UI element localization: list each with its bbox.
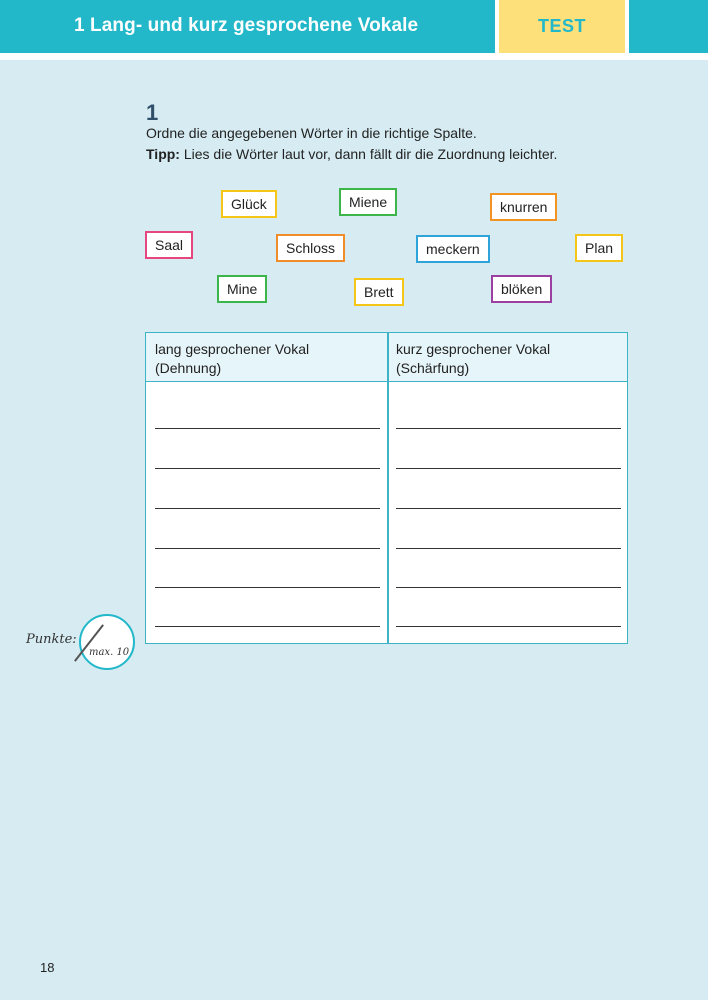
column-header-short-vowel-title: kurz gesprochener Vokal: [396, 341, 551, 357]
answer-line-short-4[interactable]: [396, 548, 621, 549]
answer-line-long-5[interactable]: [155, 587, 380, 588]
word-card-plan[interactable]: Plan: [575, 234, 623, 262]
answer-line-long-6[interactable]: [155, 626, 380, 627]
column-header-short-vowel-subtitle: (Schärfung): [396, 360, 470, 376]
task-tip: [146, 146, 557, 162]
header-title-block: [0, 0, 495, 53]
answer-line-short-6[interactable]: [396, 626, 621, 627]
page-title: 1 Lang- und kurz gesprochene Vokale: [74, 15, 419, 36]
answer-line-short-5[interactable]: [396, 587, 621, 588]
word-card-saal[interactable]: Saal: [145, 231, 193, 259]
task-number: 1: [146, 100, 159, 125]
tip-label: Tipp:: [146, 146, 180, 162]
answer-line-long-1[interactable]: [155, 428, 380, 429]
word-card-glueck[interactable]: Glück: [221, 190, 277, 218]
sorting-table: [145, 332, 628, 644]
answer-line-long-2[interactable]: [155, 468, 380, 469]
word-card-bloeken[interactable]: blöken: [491, 275, 552, 303]
answer-line-short-3[interactable]: [396, 508, 621, 509]
test-badge: [499, 0, 625, 53]
column-header-short-vowel: [396, 340, 550, 378]
header-bar: [0, 0, 708, 60]
answer-line-long-3[interactable]: [155, 508, 380, 509]
task-instruction: Ordne die angegebenen Wörter in die richtige Spalte.: [146, 125, 477, 141]
answer-line-short-2[interactable]: [396, 468, 621, 469]
column-header-long-vowel: [155, 340, 309, 378]
page-number: 18: [40, 960, 55, 975]
word-card-miene[interactable]: Miene: [339, 188, 397, 216]
word-card-mine[interactable]: Mine: [217, 275, 267, 303]
column-header-long-vowel-title: lang gesprochener Vokal: [155, 341, 310, 357]
column-divider: [387, 333, 389, 643]
word-card-knurren[interactable]: knurren: [490, 193, 557, 221]
points-label: Punkte:: [26, 632, 77, 647]
answer-line-short-1[interactable]: [396, 428, 621, 429]
column-header-long-vowel-subtitle: (Dehnung): [155, 360, 222, 376]
test-label: TEST: [537, 16, 586, 36]
word-card-schloss[interactable]: Schloss: [276, 234, 345, 262]
points-max: max. 10: [89, 647, 130, 658]
word-card-brett[interactable]: Brett: [354, 278, 404, 306]
header-accent-block: [629, 0, 708, 53]
tip-text: Lies die Wörter laut vor, dann fällt dir die Zuordnung leichter.: [179, 146, 558, 162]
word-card-meckern[interactable]: meckern: [416, 235, 490, 263]
answer-line-long-4[interactable]: [155, 548, 380, 549]
